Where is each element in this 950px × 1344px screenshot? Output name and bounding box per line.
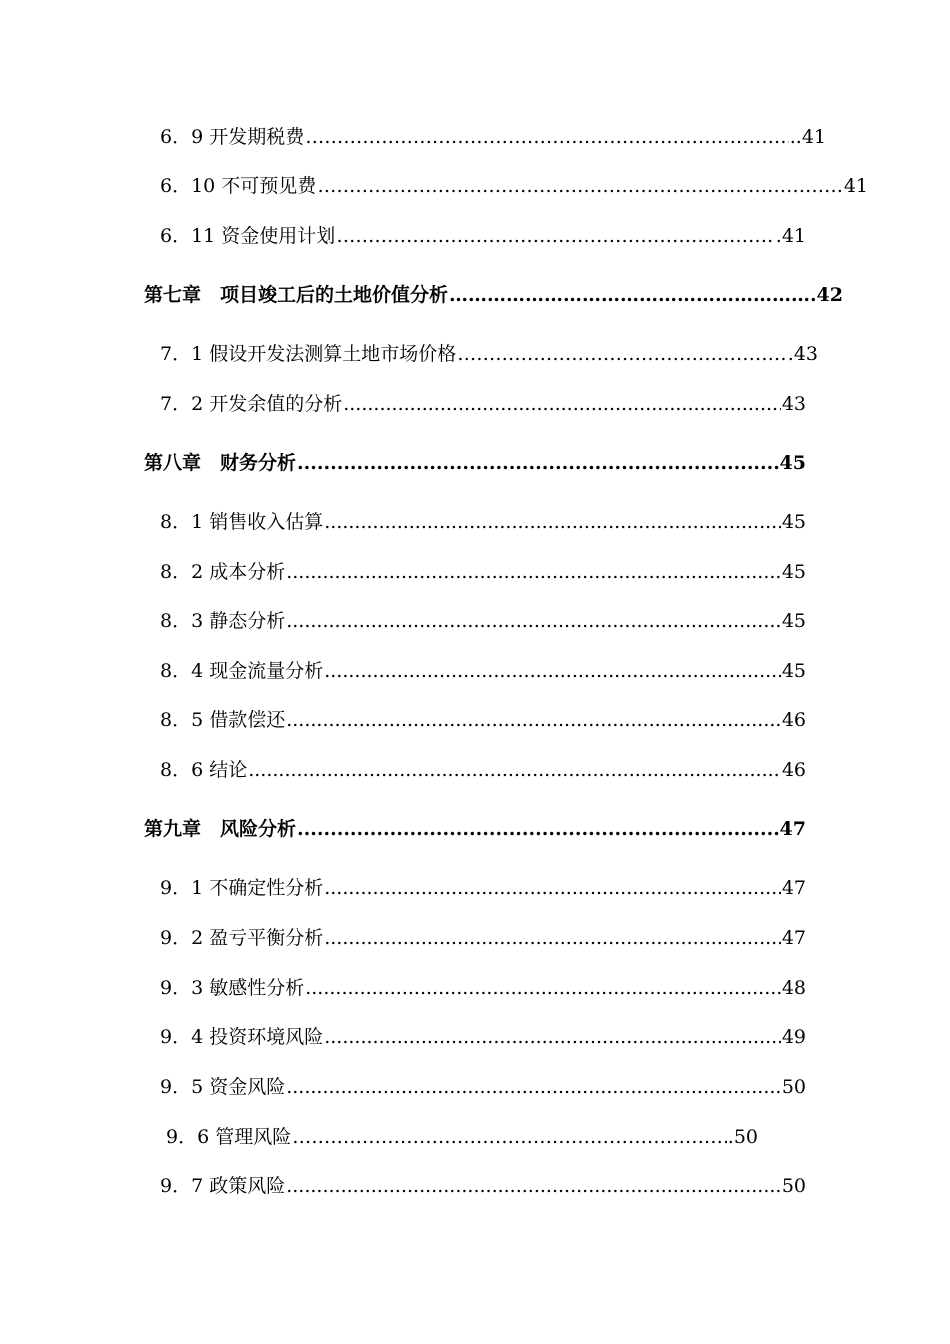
toc-entry-label: 第八章 财务分析 — [144, 452, 297, 474]
toc-dot-leader — [286, 707, 781, 733]
toc-page-number: 45 — [781, 660, 806, 682]
toc-entry-label: 6．10 不可预见费 — [160, 175, 317, 197]
toc-page-number: 50 — [781, 1076, 806, 1098]
toc-section-entry[interactable] — [160, 1024, 806, 1050]
toc-page-number: 45 — [779, 452, 806, 474]
toc-dot-leader — [324, 509, 781, 535]
toc-entry-label: 8．4 现金流量分析 — [160, 660, 324, 682]
toc-page-number: 45 — [781, 561, 806, 583]
toc-entry-label: 6．9 开发期税费 — [160, 126, 305, 148]
toc-dot-leader — [305, 975, 781, 1001]
toc-chapter-entry[interactable] — [144, 450, 806, 476]
toc-dot-leader — [305, 124, 789, 150]
toc-section-entry[interactable] — [160, 757, 806, 783]
toc-section-entry[interactable] — [160, 559, 806, 585]
toc-page-number: 45 — [781, 511, 806, 533]
toc-entry-label: 8．5 借款偿还 — [160, 709, 286, 731]
toc-page-number: .41 — [775, 225, 806, 247]
toc-dot-leader — [286, 1173, 781, 1199]
toc-entry-label: 7．1 假设开发法测算土地市场价格 — [160, 343, 457, 365]
toc-section-entry[interactable] — [160, 608, 806, 634]
toc-chapter-entry[interactable] — [144, 282, 843, 308]
toc-chapter-entry[interactable] — [144, 816, 806, 842]
toc-section-entry[interactable] — [160, 391, 806, 417]
toc-entry-label: 第九章 风险分析 — [144, 818, 297, 840]
toc-page-number: .50 — [727, 1126, 758, 1148]
toc-section-entry[interactable] — [160, 925, 806, 951]
toc-entry-label: 8．1 销售收入估算 — [160, 511, 324, 533]
toc-section-entry[interactable] — [160, 658, 806, 684]
toc-dot-leader — [324, 658, 781, 684]
toc-page-number: 47 — [781, 927, 806, 949]
toc-page-number: ..41 — [789, 126, 826, 148]
toc-page-number: .42 — [809, 284, 843, 306]
toc-entry-label: 7．2 开发余值的分析 — [160, 393, 343, 415]
toc-dot-leader — [292, 1124, 727, 1150]
toc-section-entry[interactable] — [160, 124, 826, 150]
toc-section-entry[interactable] — [160, 707, 806, 733]
toc-entry-label: 9．7 政策风险 — [160, 1175, 286, 1197]
toc-dot-leader — [297, 450, 779, 476]
toc-dot-leader — [317, 173, 843, 199]
toc-section-entry[interactable] — [166, 1124, 758, 1150]
toc-page-number: 43 — [781, 393, 806, 415]
toc-dot-leader — [297, 816, 779, 842]
toc-page-number: 48 — [781, 977, 806, 999]
toc-entry-label: 9．6 管理风险 — [166, 1126, 292, 1148]
toc-page-number: 47 — [781, 877, 806, 899]
toc-page-number: 46 — [781, 709, 806, 731]
toc-section-entry[interactable] — [160, 975, 806, 1001]
toc-section-entry[interactable] — [160, 173, 868, 199]
toc-dot-leader — [248, 757, 781, 783]
toc-dot-leader — [449, 282, 809, 308]
toc-dot-leader — [324, 1024, 781, 1050]
toc-section-entry[interactable] — [160, 1173, 806, 1199]
toc-section-entry[interactable] — [160, 875, 806, 901]
toc-entry-label: 6．11 资金使用计划 — [160, 225, 336, 247]
toc-dot-leader — [324, 875, 781, 901]
toc-dot-leader — [336, 223, 774, 249]
toc-page-number: .43 — [787, 343, 818, 365]
toc-section-entry[interactable] — [160, 1074, 806, 1100]
toc-page-number: 45 — [781, 610, 806, 632]
toc-dot-leader — [343, 391, 781, 417]
toc-dot-leader — [324, 925, 781, 951]
toc-page-number: 50 — [781, 1175, 806, 1197]
toc-dot-leader — [286, 1074, 781, 1100]
toc-section-entry[interactable] — [160, 341, 818, 367]
toc-dot-leader — [286, 559, 781, 585]
toc-entry-label: 9．2 盈亏平衡分析 — [160, 927, 324, 949]
toc-dot-leader — [286, 608, 781, 634]
toc-page-number: 49 — [781, 1026, 806, 1048]
toc-page-number: 46 — [781, 759, 806, 781]
toc-entry-label: 8．3 静态分析 — [160, 610, 286, 632]
toc-entry-label: 9．4 投资环境风险 — [160, 1026, 324, 1048]
toc-page-number: 41 — [843, 175, 868, 197]
toc-entry-label: 9．5 资金风险 — [160, 1076, 286, 1098]
toc-section-entry[interactable] — [160, 223, 806, 249]
toc-entry-label: 9．1 不确定性分析 — [160, 877, 324, 899]
toc-entry-label: 8．2 成本分析 — [160, 561, 286, 583]
toc-entry-label: 第七章 项目竣工后的土地价值分析 — [144, 284, 449, 306]
toc-entry-label: 8．6 结论 — [160, 759, 248, 781]
toc-dot-leader — [457, 341, 787, 367]
toc-page-number: 47 — [779, 818, 806, 840]
toc-section-entry[interactable] — [160, 509, 806, 535]
toc-entry-label: 9．3 敏感性分析 — [160, 977, 305, 999]
